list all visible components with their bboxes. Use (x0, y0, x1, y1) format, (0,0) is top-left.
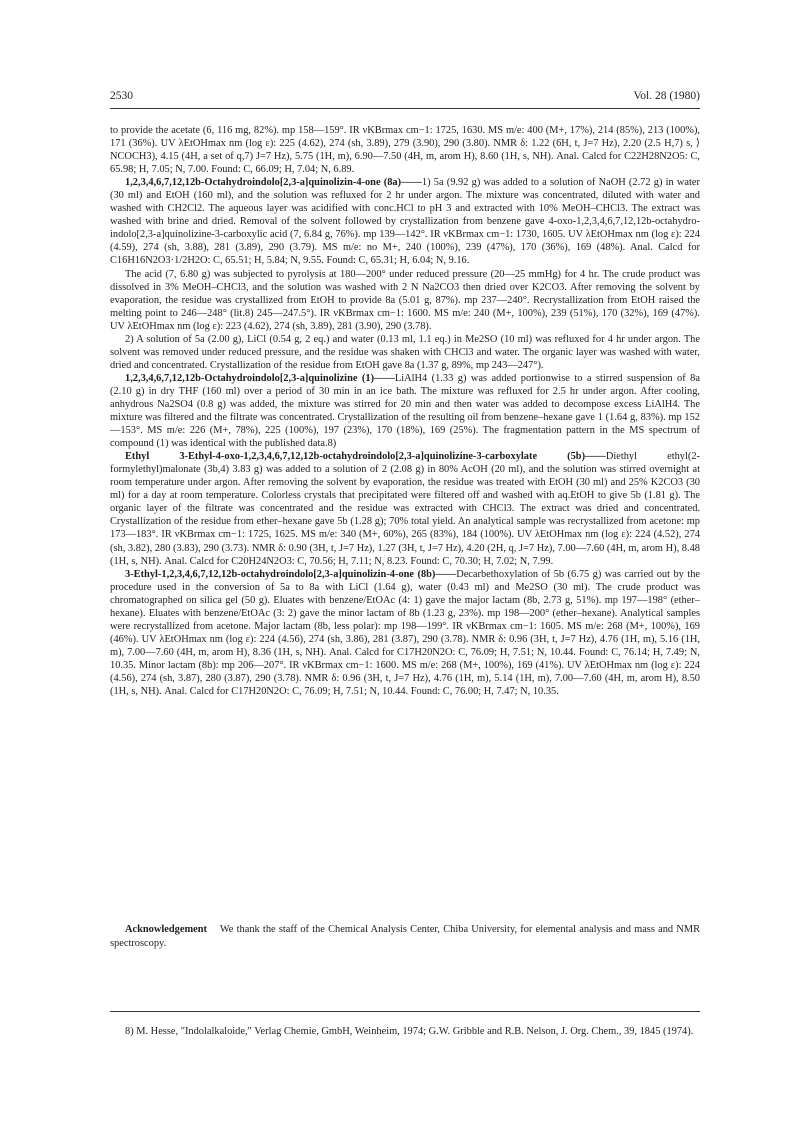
compound-heading: 1,2,3,4,6,7,12,12b-Octahydroindolo[2,3-a]quinolizine (1)—— (125, 372, 395, 384)
compound-heading: 3-Ethyl-1,2,3,4,6,7,12,12b-octahydroindolo[2,3-a]quinolizin-4-one (8b)—— (125, 568, 457, 580)
compound-heading: 1,2,3,4,6,7,12,12b-Octahydroindolo[2,3-a]quinolizin-4-one (8a)—— (125, 177, 422, 189)
paragraph-text: 2) A solution of 5a (2.00 g), LiCl (0.54 g, 2 eq.) and water (0.13 ml, 1.1 eq.) in Me2SO (10 ml) was refluxed for 4 hr under argon. The solvent was removed under reduced pressure, and the residue was shaken with CHCl3 and water. The organic layer was washed with water, dried and concentrated. Crystallization of the residue from EtOH gave 8a (1.37 g, 89%, mp 243—247°). (110, 333, 700, 371)
paragraph-text: LiAlH4 (1.33 g) was added portionwise to a stirred suspension of 8a (2.10 g) in dry THF (160 ml) over a period of 30 min in an ice bath. The mixture was refluxed for 2.5 hr under argon. After cooling, anhydrous Na2SO4 (0.8 g) was added, the mixture was stirred for 20 min and then water was added to decompose excess LiAlH4. The mixture was filtered and the filtrate was concentrated. Crystallization of the resulting oil from benzene–hexane gave 1 (1.64 g, 83%). mp 152—153°. MS m/e: 226 (M+, 78%), 225 (100%), 197 (23%), 170 (18%), 169 (25%). The fragmentation pattern in the MS spectrum of compound (1) was identical with the published data.8) (110, 372, 700, 450)
footnotes (125, 1025, 700, 1039)
acknowledgement-heading: Acknowledgement (125, 924, 207, 935)
paragraph-acetate (110, 124, 700, 176)
paragraph-compound-1 (110, 372, 700, 450)
journal-volume: Vol. 28 (1980) (633, 90, 700, 102)
acknowledgement (110, 923, 700, 951)
paragraph-text: Decarbethoxylation of 5b (6.75 g) was carried out by the procedure used in the conversion of 5a to 8a with LiCl (1.64 g), water (0.43 ml) and Me2SO (30 ml). The crude product was chromatographed on silica gel (50 g). Eluates with benzene/EtOAc (4: 1) gave the major lactam (8b, 2.73 g, 51%). mp 197—198° (ether–hexane). Eluates with benzene/EtOAc (3: 2) gave the minor lactam of 8b (1.23 g, 23%). mp 198—200° (ether–hexane). Analytical samples were recrystallized from acetone. Major lactam (8b, less polar): mp 198—199°. IR νKBrmax cm−1: 1605. MS m/e: 268 (M+, 100%), 169 (46%). UV λEtOHmax nm (log ε): 224 (4.56), 274 (sh, 3.86), 281 (3.87), 290 (3.78). NMR δ: 0.96 (3H, t, J=7 Hz), 4.76 (1H, m), 5.16 (1H, m), 7.00—7.60 (4H, m, arom H), 8.36 (1H, s, NH). Anal. Calcd for C17H20N2O: C, 76.09; H, 7.51; N, 10.44. Found: C, 76.14; H, 7.49; N, 10.35. Minor lactam (8b): mp 206—207°. IR νKBrmax cm−1: 1600. MS m/e: 268 (M+, 100%), 169 (41%). UV λEtOHmax nm (log ε): 224 (4.56), 274 (sh, 3.87), 280 (3.87), 290 (3.78). NMR δ: 0.96 (3H, t, J=7 Hz), 4.76 (1H, m), 5.14 (1H, m), 7.00—7.60 (4H, m, arom H), 8.50 (1H, s, NH). Anal. Calcd for C17H20N2O: C, 76.09; H, 7.51; N, 10.44. Found: C, 76.00; H, 7.47; N, 10.35. (110, 568, 700, 698)
paragraph-8b (110, 568, 700, 698)
paragraph-pyrolysis (110, 268, 700, 333)
paragraph-text: 1) 5a (9.92 g) was added to a solution of NaOH (2.72 g) in water (30 ml) and EtOH (160 ml), and the solution was refluxed for 2 hr under argon. The mixture was concentrated, diluted with water and washed with CH2Cl2. The aqueous layer was acidified with conc.HCl to pH 3 and extracted with 10% MeOH–CHCl3. The extract was washed with brine and dried. Removal of the solvent followed by crystallization from benzene gave 4-oxo-1,2,3,4,6,7,12,12b-octahydro-indolo[2,3-a]quinolizine-3-carboxylic acid (7, 6.84 g, 76%). mp 139—142°. IR νKBrmax cm−1: 1730, 1605. UV λEtOHmax nm (log ε): 224 (4.59), 274 (sh, 3.88), 281 (3.89), 290 (3.79). MS m/e: no M+, 240 (100%), 239 (47%), 170 (36%), 169 (48%). Anal. Calcd for C16H16N2O3·1/2H2O: C, 65.51; H, 5.84; N, 9.55. Found: C, 65.31; H, 6.04; N, 9.16. (110, 177, 701, 267)
paragraph-method-2 (110, 333, 700, 372)
footnote-8: 8) M. Hesse, "Indolalkaloide," Verlag Chemie, GmbH, Weinheim, 1974; G.W. Gribble and R.B. Nelson, J. Org. Chem., 39, 1845 (1974). (125, 1026, 694, 1037)
experimental-body (110, 124, 700, 698)
header-rule (110, 108, 700, 109)
page-number: 2530 (110, 90, 133, 102)
compound-heading: Ethyl 3-Ethyl-4-oxo-1,2,3,4,6,7,12,12b-octahydroindolo[2,3-a]quinolizine-3-carboxylate (5b)—— (125, 451, 606, 463)
paragraph-5b (110, 450, 700, 567)
paragraph-text: Diethyl ethyl(2-formylethyl)malonate (3b,4) 3.83 g) was added to a solution of 2 (2.08 g) in 80% AcOH (20 ml), and the solution was stirred overnight at room temperature under argon. After removing the solvent by evaporation, the residue was treated with EtOH (30 ml) and 25% K2CO3 (30 ml) for a day at room temperature. Colorless crystals that precipitated were filtered off and washed with aq.EtOH to give 5b (1.81 g). The organic layer of the filtrate was concentrated and the residue was extracted with CHCl3. The extract was dried and concentrated. Crystallization of the residue from ether–hexane gave 5b (1.28 g); 70% total yield. An analytical sample was recrystallized from acetone: mp 173—183°. IR νKBrmax cm−1: 1725, 1625. MS m/e: 340 (M+, 60%), 265 (83%), 184 (100%). UV λEtOHmax nm (log ε): 224 (4.52), 274 (sh, 3.82), 280 (3.83), 290 (3.73). NMR δ: 0.90 (3H, t, J=7 Hz), 1.27 (3H, t, J=7 Hz), 4.20 (2H, q, J=7 Hz), 7.00—7.60 (4H, m, arom H), 8.48 (1H, s, NH). Anal. Calcd for C20H24N2O3: C, 70.56; H, 7.11; N, 8.23. Found: C, 70.30; H, 7.02; N, 7.99. (110, 451, 700, 567)
paragraph-text: to provide the acetate (6, 116 mg, 82%). mp 158—159°. IR νKBrmax cm−1: 1725, 1630. MS m/e: 400 (M+, 17%), 214 (85%), 213 (100%), 171 (36%). UV λEtOHmax nm (log ε): 225 (4.62), 274 (sh, 3.89), 279 (3.90), 290 (3.80). NMR δ: 1.22 (6H, t, J=7 Hz), 2.20 (2.5 H,7) s, ⟩NCOCH3), 4.15 (4H, a set of q,7) J=7 Hz), 5.75 (1H, m), 6.90—7.50 (4H, m, arom H), 8.60 (1H, s, NH). Anal. Calcd for C22H28N2O5: C, 65.98; H, 7.05; N, 7.00. Found: C, 66.09; H, 7.04; N, 6.89. (110, 125, 700, 176)
paragraph-text: The acid (7, 6.80 g) was subjected to pyrolysis at 180—200° under reduced pressure (20—25 mmHg) for 4 hr. The crude product was dissolved in 3% MeOH–CHCl3, and the solution was washed with 2 N Na2CO3 then dried over K2CO3. After removing the solvent by evaporation, the residue was crystallized from EtOH to provide 8a (5.01 g, 87%). mp 237—240°. Recrystallization from EtOH raised the melting point to 246—248° (lit.8) 245—247.5°). IR νKBrmax cm−1: 1600. MS m/e: 240 (M+, 100%), 239 (51%), 170 (32%), 169 (47%). UV λEtOHmax nm (log ε): 223 (4.62), 274 (sh, 3.89), 281 (3.90), 290 (3.78). (110, 268, 700, 332)
acknowledgement-text: We thank the staff of the Chemical Analysis Center, Chiba University, for elemental analysis and mass and NMR spectroscopy. (110, 924, 700, 949)
paragraph-8a (110, 176, 700, 267)
footnote-rule (110, 1011, 700, 1012)
page-header (110, 90, 700, 106)
